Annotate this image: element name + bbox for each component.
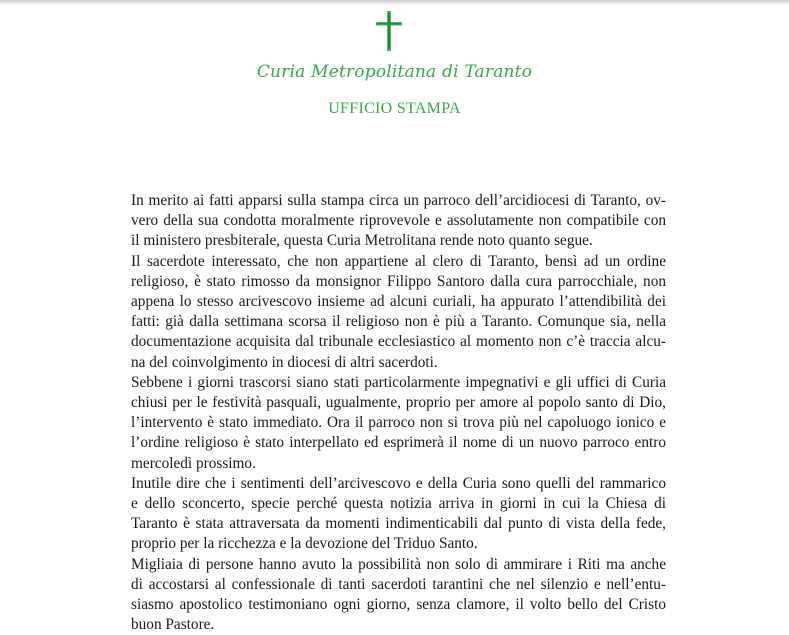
text-line: In merito ai fatti apparsi sulla stampa circa un parroco dell’arcidiocesi di Taranto, ov- [131, 192, 666, 209]
text-line: religioso, è stato rimosso da monsignor Filippo Santoro dalla cura parrocchiale, non [131, 272, 666, 290]
text-line: buon Pastore. [131, 616, 215, 634]
text-line: Il sacerdote interessato, che non appartiene al clero di Taranto, bensì ad un ordine [131, 252, 666, 270]
text-line: l’ordine religioso è stato interpellato ed esprimerà il nome di un nuovo parroco entro [131, 434, 666, 452]
text-line: vero della sua condotta moralmente riprovevole e assolutamente non compatibile con [131, 212, 666, 230]
text-line: documentazione acquisita dal tribunale ecclesiastico al momento non c’è traccia alcu- [131, 333, 666, 351]
paragraph-2 [131, 252, 666, 373]
text-line: chiusi per le festività pasquali, ugualmente, proprio per amore al popolo santo di Dio, [131, 394, 666, 412]
text-line: na del coinvolgimento in diocesi di altri sacerdoti. [131, 353, 438, 371]
text-line: il ministero presbiterale, questa Curia Metrolitana rende noto quanto segue. [131, 232, 593, 250]
text-line: appena lo stesso arcivescovo insieme ad alcuni curiali, ha appurato l’attendibilità dei [131, 293, 666, 311]
curia-title: Curia Metropolitana di Taranto [256, 62, 533, 82]
text-line: Sebbene i giorni trascorsi siano stati particolarmente impegnativi e gli uffici di Curia [131, 373, 666, 391]
text-line: Taranto è stata attraversata da momenti indimenticabili dal punto di vista della fede, [131, 515, 666, 533]
paragraph-4 [131, 474, 666, 555]
paragraph-3 [131, 373, 666, 474]
window-top-edge [0, 0, 789, 5]
cross-icon [374, 11, 404, 51]
text-line: di accostarsi al confessionale di tanti sacerdoti tarantini che nel silenzio e nell’entu- [131, 575, 666, 593]
text-line: e dello sconcerto, specie perché questa notizia arriva in giorni in cui la Chiesa di [131, 495, 666, 513]
text-line: siasmo apostolico testimoniano ogni giorno, senza clamore, il volto bello del Cristo [131, 596, 666, 614]
text-line: mercoledì prossimo. [131, 454, 256, 472]
office-title: UFFICIO STAMPA [328, 100, 461, 117]
paragraph-5 [131, 555, 666, 635]
paragraph-1 [131, 191, 666, 252]
text-line: proprio per la ricchezza e la devozione del Triduo Santo. [131, 535, 478, 553]
text-line: l’intervento è stato immediato. Ora il parroco non si trova più nel capoluogo ionico e [131, 414, 666, 432]
text-line: fatti: già dalla settimana scorsa il religioso non è più a Taranto. Comunque sia, nella [131, 313, 666, 331]
text-line: Migliaia di persone hanno avuto la possibilità non solo di ammirare i Riti ma anche [131, 555, 666, 573]
text-line: Inutile dire che i sentimenti dell’arcivescovo e della Curia sono quelli del rammarico [131, 474, 666, 492]
press-release-body [131, 191, 666, 635]
